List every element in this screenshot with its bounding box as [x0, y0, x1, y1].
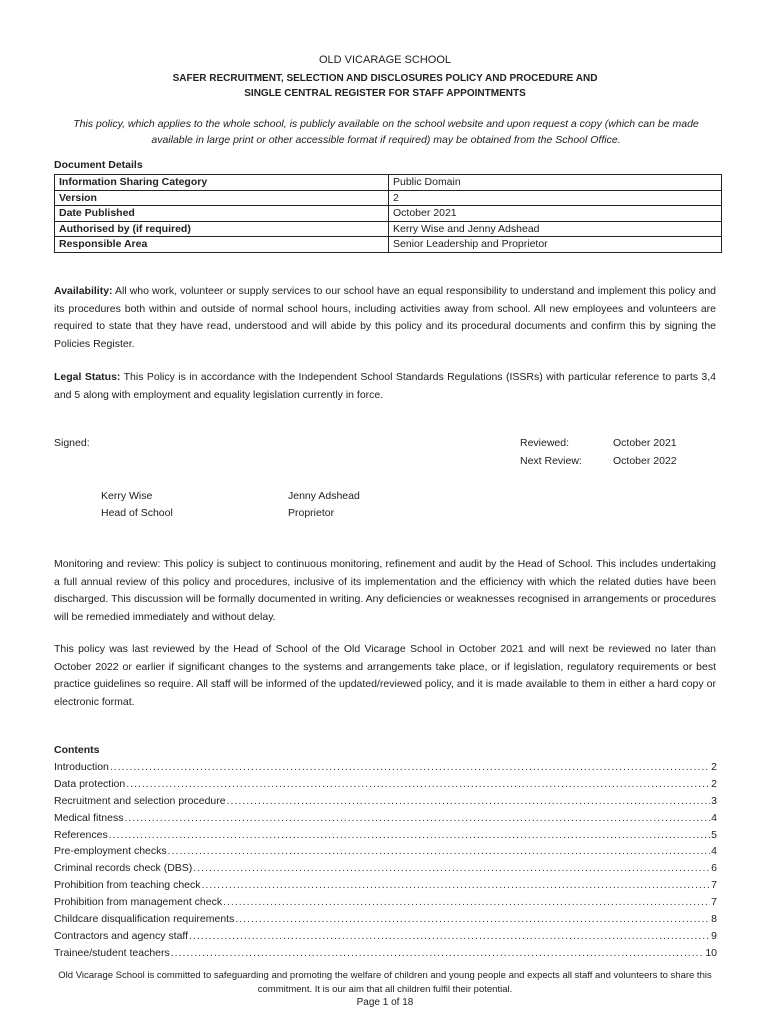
- legal-status-text: This Policy is in accordance with the Independent School Standards Regulations (ISSRs) with particular reference to parts 3,4 and 5 along with employment and equality legislation currently in force.: [54, 371, 716, 401]
- details-row: [55, 206, 722, 222]
- toc-entry-page: 6: [711, 862, 717, 875]
- document-details-caption: Document Details: [54, 159, 143, 171]
- toc-entry-label: Recruitment and selection procedure: [54, 794, 226, 807]
- details-key: Version: [55, 190, 389, 206]
- toc-leader-dots: [109, 829, 710, 841]
- toc-entry-page: 5: [711, 828, 717, 841]
- school-name: OLD VICARAGE SCHOOL: [318, 54, 452, 66]
- toc-entry-page: 3: [711, 794, 717, 807]
- toc-entry-label: References: [54, 828, 108, 841]
- review-statement-paragraph: This policy was last reviewed by the Head of School of the Old Vicarage School in October 2021 and will next be reviewed no later than October 2022 or earlier if significant changes to the systems and arrangements take place, or if legislation, regulatory requirements or best practice guidelines so require. All staff will be informed of the updated/reviewed policy, and it is made available to them in either a hard copy or electronic format.: [54, 643, 716, 708]
- next-review-label: Next Review:: [520, 455, 582, 467]
- toc-entry-page: 2: [711, 777, 717, 790]
- toc-entry-page: 4: [711, 811, 717, 824]
- availability-paragraph: [54, 283, 716, 353]
- toc-leader-dots: [126, 778, 710, 790]
- toc-entry-page: 4: [711, 845, 717, 858]
- toc-entry-page: 8: [711, 913, 717, 926]
- next-review-date: October 2022: [613, 455, 677, 467]
- contents-title: Contents: [54, 744, 100, 756]
- toc-entry[interactable]: [54, 845, 717, 862]
- details-key: Authorised by (if required): [55, 221, 389, 237]
- availability-label: Availability:: [54, 285, 113, 297]
- toc-entry[interactable]: [54, 930, 717, 947]
- toc-entry-label: Criminal records check (DBS): [54, 862, 193, 875]
- details-key: Information Sharing Category: [55, 175, 389, 191]
- details-value: Senior Leadership and Proprietor: [389, 237, 722, 253]
- details-row: [55, 190, 722, 206]
- signatory-proprietor: [288, 488, 360, 522]
- intro-statement: This policy, which applies to the whole school, is publicly available on the school website and upon request a copy (which can be made available in large print or other accessible format if required) may be obtained from the School Office.: [73, 118, 699, 146]
- toc-entry-page: 7: [711, 896, 717, 909]
- toc-leader-dots: [189, 930, 710, 942]
- toc-entry[interactable]: [54, 778, 717, 795]
- details-key: Responsible Area: [55, 237, 389, 253]
- details-value: October 2021: [389, 206, 722, 222]
- toc-entry[interactable]: [54, 795, 717, 812]
- legal-status-label: Legal Status:: [54, 371, 121, 383]
- toc-leader-dots: [223, 896, 710, 908]
- availability-text: All who work, volunteer or supply services to our school have an equal responsibility to understand and implement this policy and its procedures both within and outside of normal school hours, including activities away from school. All new employees and volunteers are required to state that they have read, understood and will abide by this policy and its procedural documents and confirm this by signing the Policies Register.: [54, 285, 716, 350]
- toc-entry-label: Prohibition from teaching check: [54, 879, 201, 892]
- policy-title-line1: SAFER RECRUITMENT, SELECTION AND DISCLOSURES POLICY AND PROCEDURE AND: [172, 73, 598, 84]
- details-value: 2: [389, 190, 722, 206]
- table-of-contents: [54, 761, 717, 964]
- signatory-proprietor-name: Jenny Adshead: [288, 490, 360, 502]
- toc-entry[interactable]: [54, 913, 717, 930]
- reviewed-date: October 2021: [613, 437, 677, 449]
- details-row: [55, 237, 722, 253]
- toc-entry-label: Introduction: [54, 761, 109, 773]
- details-row: [55, 175, 722, 191]
- toc-entry-page: 10: [705, 946, 717, 959]
- toc-entry-page: 7: [711, 879, 717, 892]
- policy-title: [0, 71, 770, 101]
- toc-entry-label: Contractors and agency staff: [54, 929, 189, 942]
- policy-title-line2: SINGLE CENTRAL REGISTER FOR STAFF APPOINTMENTS: [244, 88, 526, 99]
- toc-entry-label: Trainee/student teachers: [54, 946, 170, 959]
- signed-label: Signed:: [54, 437, 90, 449]
- toc-entry[interactable]: [54, 812, 717, 829]
- toc-entry[interactable]: [54, 862, 717, 879]
- toc-entry[interactable]: [54, 829, 717, 846]
- toc-leader-dots: [235, 913, 710, 925]
- signatory-head-role: Head of School: [101, 507, 173, 519]
- signatory-head: [101, 488, 173, 522]
- toc-leader-dots: [124, 812, 710, 824]
- toc-entry[interactable]: [54, 896, 717, 913]
- monitoring-paragraph: Monitoring and review: This policy is subject to continuous monitoring, refinement and audit by the Head of School. This includes undertaking a full annual review of this policy and procedures, inclusive of its implementation and the efficiency with which the related duties have been discharged. This discussion will be formally documented in writing. Any deficiencies or weaknesses recognised in arrangements or procedures will be remedied immediately and without delay.: [54, 558, 716, 623]
- toc-leader-dots: [227, 795, 711, 807]
- toc-entry[interactable]: [54, 879, 717, 896]
- details-row: [55, 221, 722, 237]
- toc-leader-dots: [110, 761, 710, 773]
- document-details-table: [54, 174, 722, 253]
- toc-entry-label: Data protection: [54, 777, 126, 790]
- safeguarding-footer: Old Vicarage School is committed to safeguarding and promoting the welfare of children and young people and expects all staff and volunteers to share this commitment. It is our aim that all children fulfil their potential.: [58, 970, 712, 995]
- toc-leader-dots: [168, 845, 711, 857]
- toc-leader-dots: [171, 947, 705, 959]
- details-value: Public Domain: [389, 175, 722, 191]
- toc-entry-label: Pre-employment checks: [54, 845, 167, 858]
- signatory-head-name: Kerry Wise: [101, 490, 153, 502]
- reviewed-label: Reviewed:: [520, 437, 570, 449]
- signatory-proprietor-role: Proprietor: [288, 507, 335, 519]
- toc-entry[interactable]: [54, 761, 717, 778]
- toc-entry[interactable]: [54, 947, 717, 964]
- toc-leader-dots: [193, 862, 710, 874]
- legal-status-paragraph: [54, 369, 716, 404]
- toc-leader-dots: [202, 879, 711, 891]
- toc-entry-page: 2: [711, 761, 717, 773]
- toc-entry-label: Medical fitness: [54, 811, 124, 824]
- toc-entry-label: Childcare disqualification requirements: [54, 913, 235, 926]
- toc-entry-label: Prohibition from management check: [54, 896, 223, 909]
- page-number: Page 1 of 18: [356, 997, 414, 1008]
- details-value: Kerry Wise and Jenny Adshead: [389, 221, 722, 237]
- toc-entry-page: 9: [711, 929, 717, 942]
- details-key: Date Published: [55, 206, 389, 222]
